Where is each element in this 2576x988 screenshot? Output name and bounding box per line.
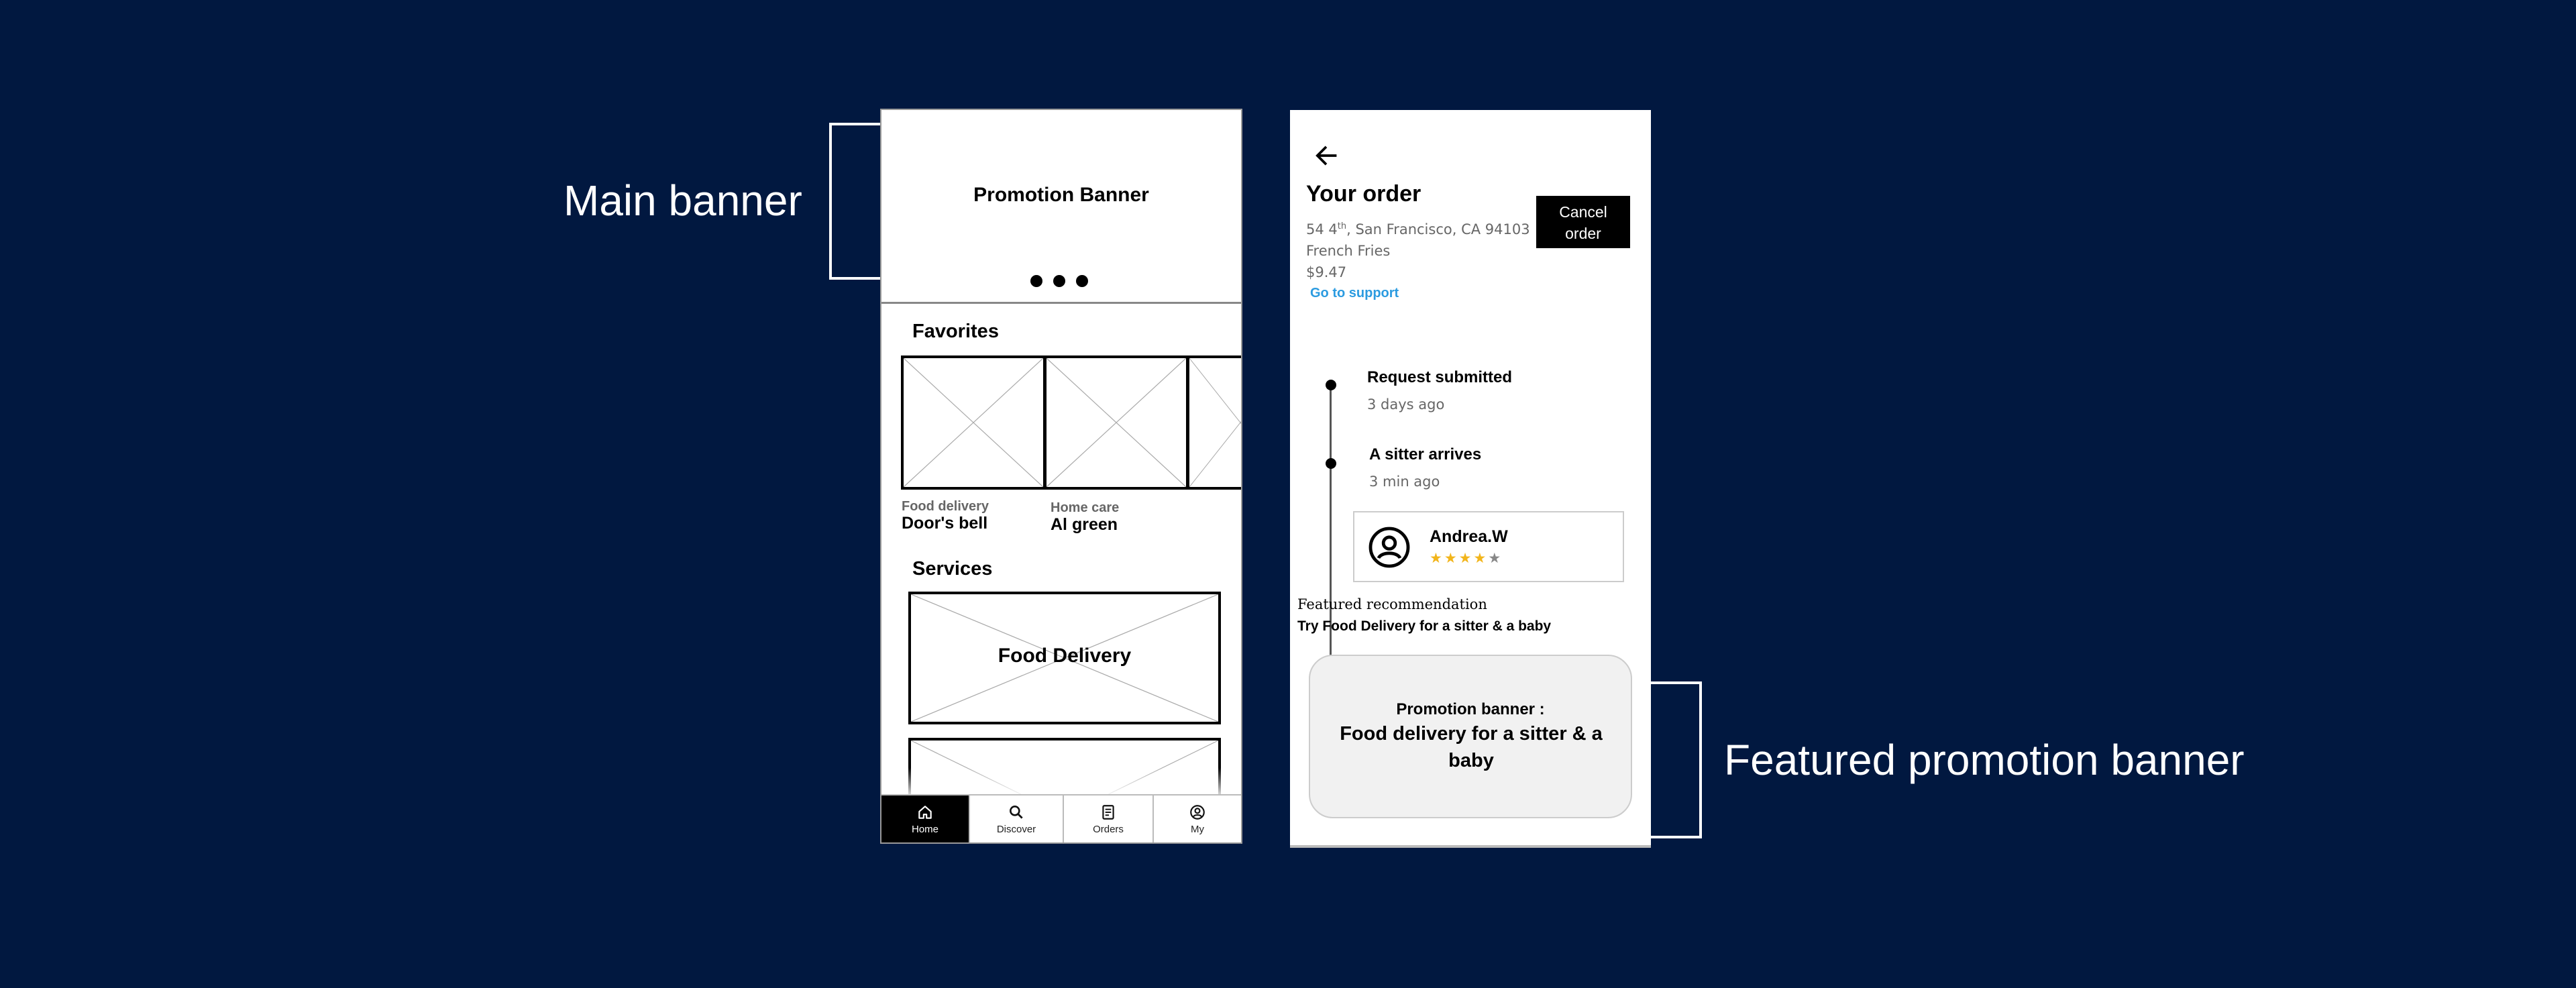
order-item: French Fries xyxy=(1306,243,1391,259)
sitter-card[interactable] xyxy=(1353,511,1624,582)
star-icon: ★ xyxy=(1444,550,1459,566)
favorite-name[interactable]: Al green xyxy=(1051,515,1118,534)
support-link[interactable]: Go to support xyxy=(1310,286,1399,300)
featured-label: Featured recommendation xyxy=(1297,596,1487,612)
favorite-category: Home care xyxy=(1051,500,1120,515)
star-icon: ★ xyxy=(1430,550,1444,566)
bottom-nav xyxy=(881,794,1241,844)
placeholder-image-icon xyxy=(904,358,1043,487)
user-circle-icon xyxy=(1189,804,1206,821)
timeline-step-time: 3 days ago xyxy=(1367,396,1445,413)
order-title: Your order xyxy=(1306,181,1421,207)
timeline-step-title: A sitter arrives xyxy=(1369,445,1482,463)
favorites-heading: Favorites xyxy=(912,321,999,342)
sitter-name: Andrea.W xyxy=(1430,527,1508,546)
nav-label: Discover xyxy=(996,824,1036,835)
featured-banner-bracket xyxy=(1651,681,1702,838)
carousel-dot[interactable] xyxy=(1053,275,1065,287)
nav-discover[interactable] xyxy=(969,795,1063,844)
main-banner-bracket xyxy=(829,123,883,280)
star-icon: ★ xyxy=(1473,550,1489,566)
address-rest: , San Francisco, CA 94103 xyxy=(1346,221,1530,237)
nav-label: Home xyxy=(911,824,938,835)
address-suffix: th xyxy=(1337,221,1347,231)
carousel-dots[interactable] xyxy=(1030,275,1091,288)
nav-label: Orders xyxy=(1093,824,1124,835)
address-number: 54 4 xyxy=(1306,221,1338,237)
main-banner-annotation: Main banner xyxy=(564,176,802,225)
timeline-step-title: Request submitted xyxy=(1367,368,1513,386)
nav-home[interactable] xyxy=(881,795,969,844)
cancel-order-label: Cancel order xyxy=(1559,203,1607,242)
featured-subtitle: Try Food Delivery for a sitter & a baby xyxy=(1297,618,1552,634)
search-icon xyxy=(1008,804,1025,821)
favorite-category: Food delivery xyxy=(902,499,989,514)
main-promotion-banner[interactable] xyxy=(881,110,1241,304)
services-heading: Services xyxy=(912,558,993,580)
home-screen xyxy=(880,109,1242,844)
nav-my[interactable] xyxy=(1152,795,1241,844)
user-avatar-icon xyxy=(1368,526,1411,569)
favorite-name[interactable]: Door's bell xyxy=(902,514,988,533)
timeline-dot xyxy=(1326,380,1336,390)
order-price: $9.47 xyxy=(1306,264,1347,280)
service-card-food-delivery[interactable] xyxy=(908,592,1221,724)
nav-label: My xyxy=(1191,824,1204,835)
nav-orders[interactable] xyxy=(1063,795,1152,844)
placeholder-image-icon xyxy=(1189,358,1242,487)
timeline-step-time: 3 min ago xyxy=(1369,474,1440,490)
sitter-rating xyxy=(1430,550,1503,566)
featured-banner-annotation: Featured promotion banner xyxy=(1724,736,2245,784)
carousel-dot[interactable] xyxy=(1076,275,1088,287)
receipt-icon xyxy=(1099,804,1117,821)
carousel-dot[interactable] xyxy=(1030,275,1042,287)
promo-banner-body: Food delivery for a sitter & a baby xyxy=(1340,723,1603,771)
back-arrow-icon[interactable] xyxy=(1311,141,1341,170)
cancel-order-button[interactable] xyxy=(1536,196,1630,248)
promo-banner-title: Promotion banner : xyxy=(1396,700,1545,718)
order-screen xyxy=(1290,110,1651,845)
order-address xyxy=(1306,221,1530,237)
favorite-card-image[interactable] xyxy=(901,355,1046,490)
promotion-banner-title: Promotion Banner xyxy=(973,184,1149,206)
favorite-card-image[interactable] xyxy=(1187,355,1242,490)
star-icon: ★ xyxy=(1458,550,1474,566)
featured-promotion-banner[interactable] xyxy=(1309,655,1632,818)
timeline-dot xyxy=(1326,458,1336,469)
favorite-card-image[interactable] xyxy=(1044,355,1189,490)
service-card-label: Food Delivery xyxy=(998,645,1132,667)
placeholder-image-icon xyxy=(1046,358,1186,487)
star-icon: ★ xyxy=(1488,550,1503,566)
home-icon xyxy=(916,804,934,821)
